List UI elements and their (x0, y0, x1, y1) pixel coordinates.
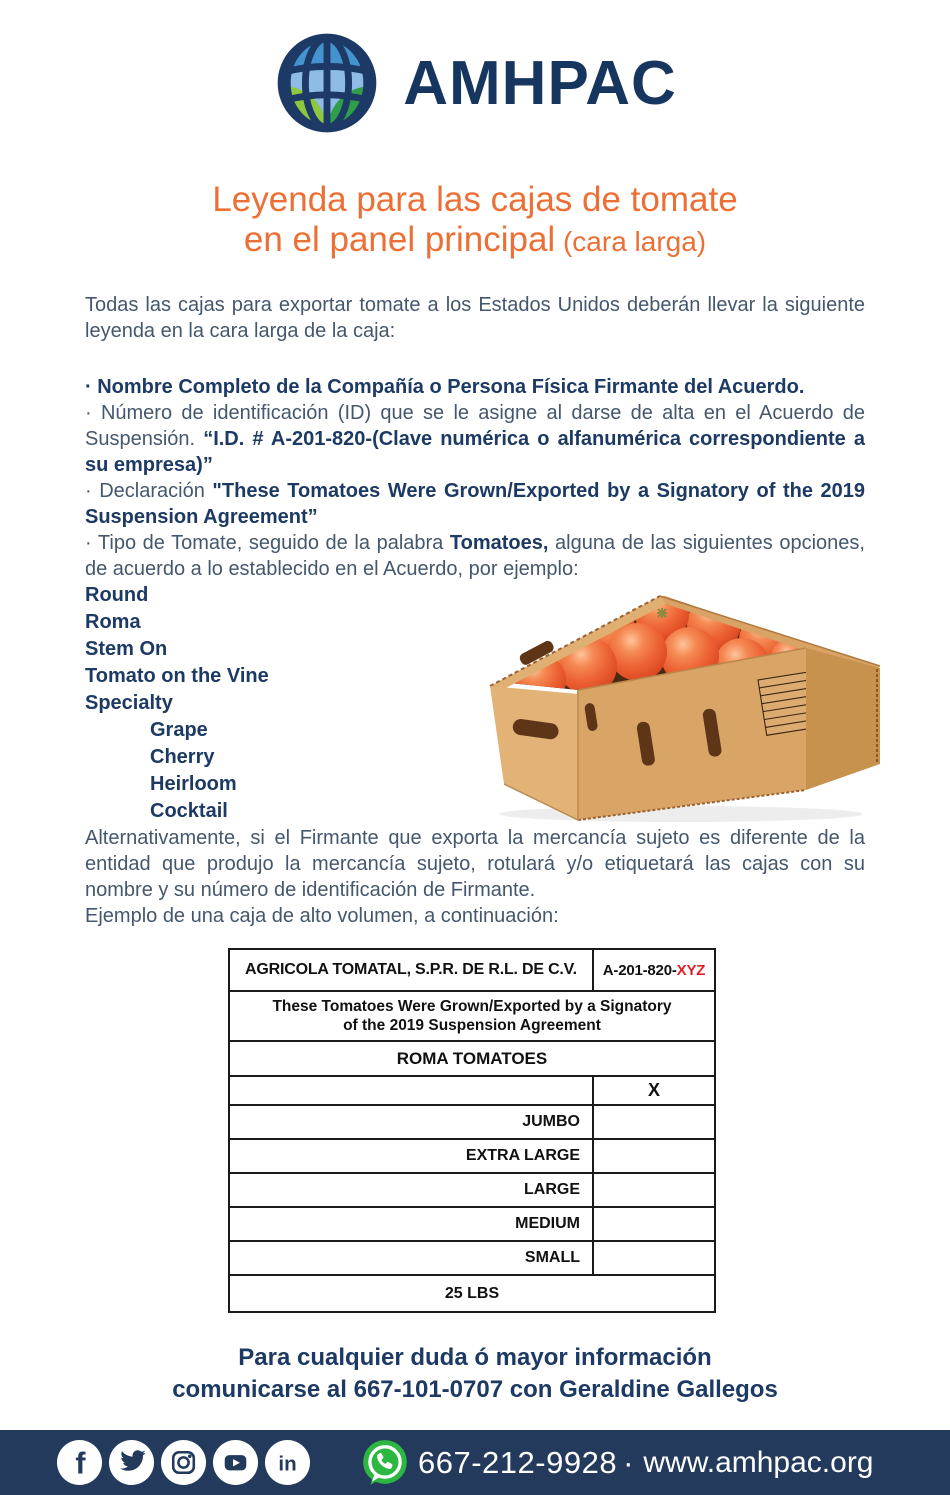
linkedin-icon[interactable] (264, 1439, 311, 1486)
page-title (0, 180, 950, 262)
table-row (229, 1105, 715, 1139)
size-cell: JUMBO (229, 1105, 593, 1139)
footer-phone[interactable]: 667-212-9928 (418, 1444, 618, 1480)
tomato-box-photo (476, 568, 888, 822)
table-row (229, 949, 715, 991)
footer-bar (0, 1430, 950, 1495)
size-cell: LARGE (229, 1173, 593, 1207)
table-row (229, 1173, 715, 1207)
table-row (229, 1139, 715, 1173)
empty-cell (593, 1207, 715, 1241)
list-item: Roma (85, 611, 141, 633)
example-caption: Ejemplo de una caja de alto volumen, a continuación: (85, 905, 559, 927)
svg-text:in: in (278, 1452, 297, 1476)
size-cell: MEDIUM (229, 1207, 593, 1241)
company-cell: AGRICOLA TOMATAL, S.P.R. DE R.L. DE C.V. (229, 949, 593, 991)
table-row (229, 1275, 715, 1312)
whatsapp-icon[interactable] (360, 1438, 410, 1488)
instagram-icon[interactable] (160, 1439, 207, 1486)
mark-cell: X (593, 1076, 715, 1105)
intro-paragraph: Todas las cajas para exportar tomate a los Estados Unidos deberán llevar la siguiente leyenda en la cara larga de la caja: (85, 294, 865, 342)
footer-separator: · (623, 1444, 634, 1480)
list-item: Tomato on the Vine (85, 665, 269, 687)
twitter-icon[interactable] (108, 1439, 155, 1486)
size-cell: EXTRA LARGE (229, 1139, 593, 1173)
brand-name: AMHPAC (403, 48, 677, 118)
bullet-id-number: · Número de identificación (ID) que se le asigne al darse de alta en el Acuerdo de Suspensión. “I.D. # A-201-820-(Clave numérica o alfanumérica correspondiente a su empresa)” (85, 402, 865, 476)
empty-cell (229, 1076, 593, 1105)
size-cell: SMALL (229, 1241, 593, 1275)
facebook-icon[interactable] (56, 1439, 103, 1486)
bullet-tomato-type: · Tipo de Tomate, seguido de la palabra Tomatoes, alguna de las siguientes opciones, de acuerdo a lo establecido en el Acuerdo, por ejemplo: (85, 532, 865, 580)
empty-cell (593, 1241, 715, 1275)
example-label-table (228, 948, 716, 1313)
table-row (229, 1207, 715, 1241)
alternative-paragraph: Alternativamente, si el Firmante que exporta la mercancía sujeto es diferente de la entidad que produjo la mercancía sujeto, rotulará y/o etiquetará las cajas con su nombre y su número de identificación de Firmante. (85, 827, 865, 901)
contact-line-1: Para cualquier duda ó mayor información (238, 1344, 712, 1371)
bullet-declaration: · Declaración "These Tomatoes Were Grown/Exported by a Signatory of the 2019 Suspension Agreement” (85, 480, 866, 528)
product-cell: ROMA TOMATOES (229, 1041, 715, 1076)
id-suffix: XYZ (676, 961, 706, 979)
list-item-specialty: Cherry (150, 746, 215, 768)
footer-website[interactable]: www.amhpac.org (643, 1445, 874, 1479)
title-line-1: Leyenda para las cajas de tomate (212, 180, 738, 219)
contact-block (0, 1342, 950, 1406)
list-item: Specialty (85, 692, 173, 714)
list-item: Round (85, 584, 149, 606)
title-line-2: en el panel principal (cara larga) (243, 220, 707, 259)
globe-logo-icon (273, 28, 381, 138)
list-item-specialty: Heirloom (150, 773, 237, 795)
title-note: (cara larga) (555, 226, 707, 257)
signatory-id-cell: A-201-820-XYZ (593, 949, 715, 991)
list-item-specialty: Cocktail (150, 800, 228, 822)
table-row (229, 1076, 715, 1105)
header-logo (0, 28, 950, 138)
empty-cell (593, 1139, 715, 1173)
list-item: Stem On (85, 638, 168, 660)
contact-line-2: comunicarse al 667-101-0707 con Geraldine Gallegos (172, 1376, 778, 1403)
statement-cell: These Tomatoes Were Grown/Exported by a Signatory of the 2019 Suspension Agreement (229, 991, 715, 1041)
empty-cell (593, 1173, 715, 1207)
table-row (229, 991, 715, 1041)
bullet-company-name: · Nombre Completo de la Compañía o Persona Física Firmante del Acuerdo. (85, 376, 805, 398)
table-row (229, 1241, 715, 1275)
svg-text:f: f (75, 1447, 86, 1481)
table-row (229, 1041, 715, 1076)
weight-cell: 25 LBS (229, 1275, 715, 1312)
empty-cell (593, 1105, 715, 1139)
youtube-icon[interactable] (212, 1439, 259, 1486)
list-item-specialty: Grape (150, 719, 208, 741)
